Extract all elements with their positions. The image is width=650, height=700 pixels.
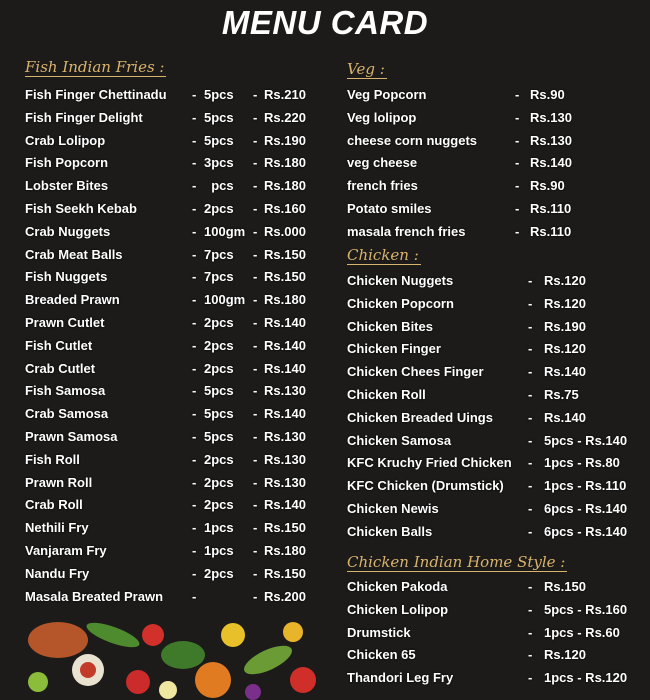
item-name: Veg Popcorn xyxy=(347,87,427,102)
menu-item xyxy=(25,222,325,242)
separator: - xyxy=(528,295,533,311)
item-name: Veg lolipop xyxy=(347,109,417,125)
separator: - xyxy=(253,315,258,330)
separator: - xyxy=(515,155,520,171)
separator: - xyxy=(253,429,258,444)
menu-item xyxy=(347,199,647,219)
item-quantity: 1pcs xyxy=(204,543,234,558)
item-quantity: 5pcs xyxy=(204,87,234,102)
separator: - xyxy=(528,409,533,425)
item-quantity: 1pcs xyxy=(204,520,234,536)
separator: - xyxy=(192,269,197,285)
item-price: Rs.140 xyxy=(264,497,306,513)
menu-item xyxy=(347,668,647,688)
item-name: Fish Seekh Kebab xyxy=(25,201,137,216)
menu-item xyxy=(347,176,647,196)
menu-item xyxy=(25,541,325,561)
menu-item xyxy=(347,294,647,314)
item-name: Drumstick xyxy=(347,624,411,640)
menu-item xyxy=(25,404,325,424)
separator: - xyxy=(192,360,197,376)
item-name: KFC Kruchy Fried Chicken xyxy=(347,455,512,471)
item-name: Chicken Finger xyxy=(347,341,441,357)
item-name: Chicken Samosa xyxy=(347,432,452,448)
menu-item xyxy=(25,290,325,310)
separator: - xyxy=(192,451,197,467)
item-price: Rs.140 xyxy=(544,364,586,380)
item-price: Rs.140 xyxy=(264,406,306,422)
separator: - xyxy=(528,273,533,288)
item-price: Rs.90 xyxy=(530,178,565,194)
separator: - xyxy=(528,432,533,448)
menu-item xyxy=(25,587,325,607)
item-name: Crab Samosa xyxy=(25,406,109,422)
item-price: Rs.190 xyxy=(544,318,586,334)
separator: - xyxy=(253,223,258,239)
separator: - xyxy=(192,383,197,399)
separator: - xyxy=(253,406,258,422)
item-price: Rs.140 xyxy=(264,337,306,353)
item-name: Chicken Popcorn xyxy=(347,295,454,311)
menu-item xyxy=(25,176,325,196)
item-name: Chicken 65 xyxy=(347,647,416,663)
menu-item xyxy=(347,522,647,542)
menu-item xyxy=(347,362,647,382)
separator: - xyxy=(253,497,258,513)
item-name: Chicken Balls xyxy=(347,523,433,539)
separator: - xyxy=(528,624,533,640)
item-name: Chicken Newis xyxy=(347,501,439,516)
separator: - xyxy=(515,132,520,148)
menu-item xyxy=(25,564,325,584)
separator: - xyxy=(192,155,197,171)
item-price: 1pcs - Rs.80 xyxy=(544,455,620,471)
item-name: Fish Samosa xyxy=(25,383,106,399)
separator: - xyxy=(528,601,533,617)
menu-item xyxy=(347,317,647,337)
item-name: Chicken Chees Finger xyxy=(347,364,484,380)
item-price: Rs.160 xyxy=(264,201,306,216)
item-price: Rs.140 xyxy=(264,315,306,330)
separator: - xyxy=(192,406,197,422)
separator: - xyxy=(253,588,258,604)
menu-item xyxy=(25,199,325,219)
separator: - xyxy=(515,223,520,239)
item-price: 1pcs - Rs.110 xyxy=(544,478,627,494)
item-price: Rs.140 xyxy=(544,409,586,425)
section-heading-fish-indian-fries: Fish Indian Fries : xyxy=(25,58,165,76)
separator: - xyxy=(253,178,258,194)
item-price: Rs.130 xyxy=(530,132,572,148)
item-quantity: 7pcs xyxy=(204,269,234,285)
item-price: 6pcs - Rs.140 xyxy=(544,523,628,539)
menu-item xyxy=(347,131,647,151)
item-name: Crab Cutlet xyxy=(25,360,96,376)
menu-item xyxy=(25,381,325,401)
separator: - xyxy=(515,201,520,216)
separator: - xyxy=(192,588,197,604)
menu-item xyxy=(347,108,647,128)
item-name: Crab Nuggets xyxy=(25,223,111,239)
item-price: Rs.150 xyxy=(264,269,306,285)
separator: - xyxy=(528,501,533,516)
menu-item xyxy=(347,222,647,242)
item-quantity: 3pcs xyxy=(204,155,234,171)
item-name: Chicken Breaded Uings xyxy=(347,409,493,425)
menu-item xyxy=(347,85,647,105)
item-price: Rs.120 xyxy=(544,647,586,663)
menu-item xyxy=(347,645,647,665)
separator: - xyxy=(253,451,258,467)
separator: - xyxy=(192,497,197,513)
item-price: Rs.130 xyxy=(264,383,306,399)
menu-item xyxy=(347,600,647,620)
item-name: Potato smiles xyxy=(347,201,432,216)
menu-item xyxy=(25,153,325,173)
item-quantity: 5pcs xyxy=(204,406,234,422)
item-quantity: 5pcs xyxy=(204,132,234,148)
item-price: Rs.210 xyxy=(264,87,306,102)
menu-item xyxy=(347,408,647,428)
item-price: Rs.180 xyxy=(264,292,306,308)
separator: - xyxy=(253,520,258,536)
separator: - xyxy=(192,246,197,262)
item-name: Chicken Nuggets xyxy=(347,273,454,288)
item-name: Fish Popcorn xyxy=(25,155,109,171)
item-name: Fish Finger Chettinadu xyxy=(25,87,167,102)
separator: - xyxy=(192,87,197,102)
menu-item xyxy=(25,131,325,151)
item-quantity: 2pcs xyxy=(204,497,234,513)
item-name: Nandu Fry xyxy=(25,565,90,581)
item-price: Rs.180 xyxy=(264,155,306,171)
item-quantity: 2pcs xyxy=(204,201,234,216)
item-name: KFC Chicken (Drumstick) xyxy=(347,478,504,494)
item-price: Rs.110 xyxy=(530,201,572,216)
item-price: Rs.120 xyxy=(544,273,586,288)
separator: - xyxy=(253,383,258,399)
separator: - xyxy=(253,109,258,125)
item-name: Fish Cutlet xyxy=(25,337,93,353)
menu-item xyxy=(25,359,325,379)
menu-item xyxy=(25,518,325,538)
separator: - xyxy=(253,337,258,353)
item-price: Rs.140 xyxy=(530,155,572,171)
item-name: Fish Nuggets xyxy=(25,269,108,285)
item-quantity: 5pcs xyxy=(204,383,234,399)
item-price: 5pcs - Rs.140 xyxy=(544,432,628,448)
section-heading-chicken: Chicken : xyxy=(347,246,419,264)
item-quantity: 2pcs xyxy=(204,360,234,376)
item-name: Chicken Lolipop xyxy=(347,601,449,617)
item-price: Rs.150 xyxy=(264,246,306,262)
separator: - xyxy=(515,109,520,125)
item-price: Rs.150 xyxy=(264,565,306,581)
separator: - xyxy=(253,543,258,558)
item-price: Rs.180 xyxy=(264,543,306,558)
menu-item xyxy=(347,453,647,473)
item-price: Rs.190 xyxy=(264,132,306,148)
separator: - xyxy=(192,429,197,444)
item-quantity: 2pcs xyxy=(204,337,234,353)
item-quantity: 100gm xyxy=(204,223,246,239)
separator: - xyxy=(192,565,197,581)
vegetables-illustration xyxy=(18,610,323,700)
menu-item xyxy=(25,495,325,515)
separator: - xyxy=(192,520,197,536)
separator: - xyxy=(528,341,533,357)
separator: - xyxy=(192,201,197,216)
item-price: Rs.200 xyxy=(264,588,306,604)
separator: - xyxy=(253,201,258,216)
item-price: Rs.120 xyxy=(544,341,586,357)
item-quantity: 5pcs xyxy=(204,429,234,444)
item-name: Prawn Samosa xyxy=(25,429,118,444)
menu-title: MENU CARD xyxy=(221,4,429,41)
separator: - xyxy=(253,269,258,285)
menu-item xyxy=(25,245,325,265)
menu-item xyxy=(25,473,325,493)
item-price: Rs.140 xyxy=(264,360,306,376)
menu-item xyxy=(347,499,647,519)
menu-item xyxy=(347,153,647,173)
item-name: french fries xyxy=(347,178,418,194)
separator: - xyxy=(192,223,197,239)
separator: - xyxy=(253,360,258,376)
separator: - xyxy=(253,565,258,581)
item-quantity: 100gm xyxy=(204,292,246,308)
menu-item xyxy=(25,313,325,333)
separator: - xyxy=(192,109,197,125)
item-name: Masala Breated Prawn xyxy=(25,588,164,604)
separator: - xyxy=(192,543,197,558)
item-quantity: 2pcs xyxy=(204,474,234,490)
menu-item xyxy=(25,450,325,470)
separator: - xyxy=(253,132,258,148)
separator: - xyxy=(528,579,533,594)
menu-item xyxy=(347,431,647,451)
item-price: Rs.75 xyxy=(544,387,579,402)
menu-item xyxy=(25,85,325,105)
item-name: Chicken Bites xyxy=(347,318,433,334)
item-name: Prawn Cutlet xyxy=(25,315,105,330)
item-price: 1pcs - Rs.120 xyxy=(544,670,628,686)
item-name: Chicken Pakoda xyxy=(347,579,448,594)
item-price: Rs.130 xyxy=(264,451,306,467)
item-name: Prawn Roll xyxy=(25,474,93,490)
item-name: cheese corn nuggets xyxy=(347,132,478,148)
item-price: Rs.180 xyxy=(264,178,306,194)
item-quantity: 2pcs xyxy=(204,451,234,467)
menu-item xyxy=(25,108,325,128)
separator: - xyxy=(253,155,258,171)
item-price: 1pcs - Rs.60 xyxy=(544,624,620,640)
separator: - xyxy=(528,387,533,402)
separator: - xyxy=(192,337,197,353)
separator: - xyxy=(253,246,258,262)
item-price: Rs.130 xyxy=(530,109,572,125)
item-name: Chicken Roll xyxy=(347,387,426,402)
separator: - xyxy=(192,132,197,148)
separator: - xyxy=(528,670,533,686)
menu-item xyxy=(347,476,647,496)
separator: - xyxy=(253,87,258,102)
item-name: Vanjaram Fry xyxy=(25,543,107,558)
item-price: Rs.150 xyxy=(264,520,306,536)
separator: - xyxy=(528,523,533,539)
item-price: Rs.220 xyxy=(264,109,306,125)
menu-item xyxy=(347,385,647,405)
separator: - xyxy=(528,647,533,663)
item-price: Rs.150 xyxy=(544,579,586,594)
item-name: Breaded Prawn xyxy=(25,292,120,308)
item-name: Crab Lolipop xyxy=(25,132,106,148)
separator: - xyxy=(528,455,533,471)
item-name: veg cheese xyxy=(347,155,418,171)
item-quantity: pcs xyxy=(204,178,234,194)
item-price: 5pcs - Rs.160 xyxy=(544,601,628,617)
item-price: Rs.120 xyxy=(544,295,586,311)
item-quantity: 7pcs xyxy=(204,246,234,262)
item-name: masala french fries xyxy=(347,223,466,239)
menu-item xyxy=(347,623,647,643)
item-name: Crab Meat Balls xyxy=(25,246,123,262)
separator: - xyxy=(528,364,533,380)
section-heading-chicken-home-style: Chicken Indian Home Style : xyxy=(347,553,566,571)
separator: - xyxy=(253,292,258,308)
item-quantity: 2pcs xyxy=(204,565,234,581)
item-quantity: 2pcs xyxy=(204,315,234,330)
separator: - xyxy=(515,87,520,102)
item-price: Rs.90 xyxy=(530,87,565,102)
separator: - xyxy=(528,318,533,334)
menu-item xyxy=(25,336,325,356)
separator: - xyxy=(192,315,197,330)
item-name: Thandori Leg Fry xyxy=(347,670,454,686)
item-quantity: 5pcs xyxy=(204,109,234,125)
item-name: Nethili Fry xyxy=(25,520,89,536)
item-price: Rs.110 xyxy=(530,223,572,239)
item-price: 6pcs - Rs.140 xyxy=(544,501,628,516)
separator: - xyxy=(253,474,258,490)
item-name: Crab Roll xyxy=(25,497,83,513)
item-price: Rs.000 xyxy=(264,223,306,239)
item-price: Rs.130 xyxy=(264,429,306,444)
separator: - xyxy=(515,178,520,194)
menu-item xyxy=(25,427,325,447)
menu-item xyxy=(25,267,325,287)
item-name: Fish Roll xyxy=(25,451,80,467)
menu-item xyxy=(347,339,647,359)
item-name: Lobster Bites xyxy=(25,178,109,194)
item-name: Fish Finger Delight xyxy=(25,109,143,125)
section-heading-veg: Veg : xyxy=(347,60,385,78)
separator: - xyxy=(192,474,197,490)
menu-item xyxy=(347,577,647,597)
item-price: Rs.130 xyxy=(264,474,306,490)
menu-item xyxy=(347,271,647,291)
separator: - xyxy=(192,178,197,194)
separator: - xyxy=(192,292,197,308)
separator: - xyxy=(528,478,533,494)
